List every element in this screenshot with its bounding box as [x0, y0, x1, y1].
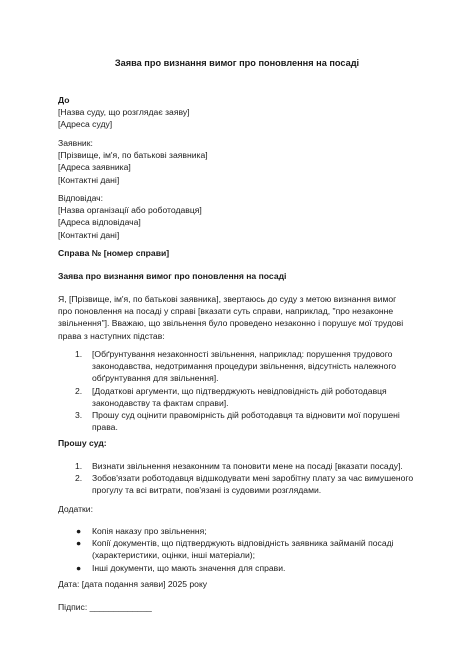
applicant-address: [Адреса заявника]: [58, 162, 131, 173]
grounds-list: [75, 348, 420, 433]
section-title: Заява про визнання вимог про поновлення на посаді: [58, 271, 287, 281]
applicant-name: [Прізвище, ім'я, по батькові заявника]: [58, 150, 208, 161]
list-text: Інші документи, що мають значення для справи.: [92, 562, 286, 573]
applicant-label: Заявник:: [58, 138, 93, 148]
list-text: законодавства, недотримання процедури звільнення, відсутність належного: [92, 361, 397, 372]
list-item: [75, 385, 420, 409]
applicant-contacts: [Контактні дані]: [58, 174, 120, 185]
list-number: 2.: [75, 473, 83, 484]
attachments-label: Додатки:: [58, 504, 93, 514]
request-list: [75, 460, 420, 497]
list-text: Копії документів, що підтверджують відповідність заявника займаній посаді: [92, 538, 394, 549]
request-label: Прошу суд:: [58, 438, 107, 448]
list-text: права.: [92, 422, 118, 433]
case-number: Справа № [номер справи]: [58, 248, 170, 258]
list-item: [75, 460, 420, 472]
list-text: [Додаткові аргументи, що підтверджують невідповідність дій роботодавця: [92, 385, 387, 396]
respondent-name: [Назва організації або роботодавця]: [58, 205, 202, 216]
list-item: [75, 472, 420, 496]
list-text: прогулу та всі витрати, пов'язані із судовими розглядами.: [92, 485, 322, 496]
list-item: [75, 562, 420, 574]
list-text: (характеристики, оцінки, інші матеріали);: [92, 550, 256, 561]
respondent-address: [Адреса відповідача]: [58, 217, 141, 228]
bullet-icon: ●: [76, 538, 82, 549]
list-text: обґрунтування для звільнення].: [92, 373, 219, 384]
bullet-icon: ●: [76, 562, 82, 573]
applicant-block: [58, 137, 420, 186]
intro-line: звільнення"]. Вважаю, що звільнення було проведено незаконно і порушує мої трудові: [58, 318, 404, 329]
respondent-block: [58, 192, 420, 241]
document-title: Заява про визнання вимог про поновлення на посаді: [114, 58, 360, 68]
list-text: Визнати звільнення незаконним та поновити мене на посаді [вказати посаду].: [92, 461, 403, 471]
list-number: 2.: [75, 385, 83, 396]
list-number: 1.: [75, 349, 83, 359]
signature-line: Підпис: _____________: [58, 602, 152, 612]
list-item: [75, 409, 420, 433]
list-text: Копія наказу про звільнення;: [92, 526, 207, 536]
intro-paragraph: [58, 293, 420, 342]
attachments-list: [75, 525, 420, 574]
list-item: [75, 537, 420, 561]
recipient-block: [58, 94, 420, 131]
list-item: [75, 525, 420, 537]
date-line: Дата: [дата подання заяви] 2025 року: [58, 579, 208, 589]
court-name: [Назва суду, що розглядає заяву]: [58, 107, 190, 118]
list-item: [75, 348, 420, 385]
intro-line: про поновлення на посаді у справі [вказати суть справи, наприклад, "про незаконне: [58, 306, 394, 317]
list-text: [Обґрунтування незаконності звільнення, наприклад: порушення трудового: [92, 349, 393, 359]
respondent-label: Відповідач:: [58, 193, 104, 203]
list-text: Прошу суд оцінити правомірність дій роботодавця та відновити мої порушені: [92, 410, 400, 421]
list-text: законодавству та фактам справи].: [92, 397, 229, 408]
respondent-contacts: [Контактні дані]: [58, 229, 120, 240]
list-number: 1.: [75, 461, 83, 471]
bullet-icon: ●: [76, 526, 82, 536]
list-text: Зобов'язати роботодавця відшкодувати мені заробітну плату за час вимушеного: [92, 473, 414, 484]
court-address: [Адреса суду]: [58, 119, 113, 130]
intro-line: Я, [Прізвище, ім'я, по батькові заявника], звертаюсь до суду з метою визнання вимог: [58, 294, 397, 304]
list-number: 3.: [75, 410, 83, 421]
intro-line: права з наступних підстав:: [58, 330, 165, 341]
recipient-label: До: [58, 95, 70, 105]
